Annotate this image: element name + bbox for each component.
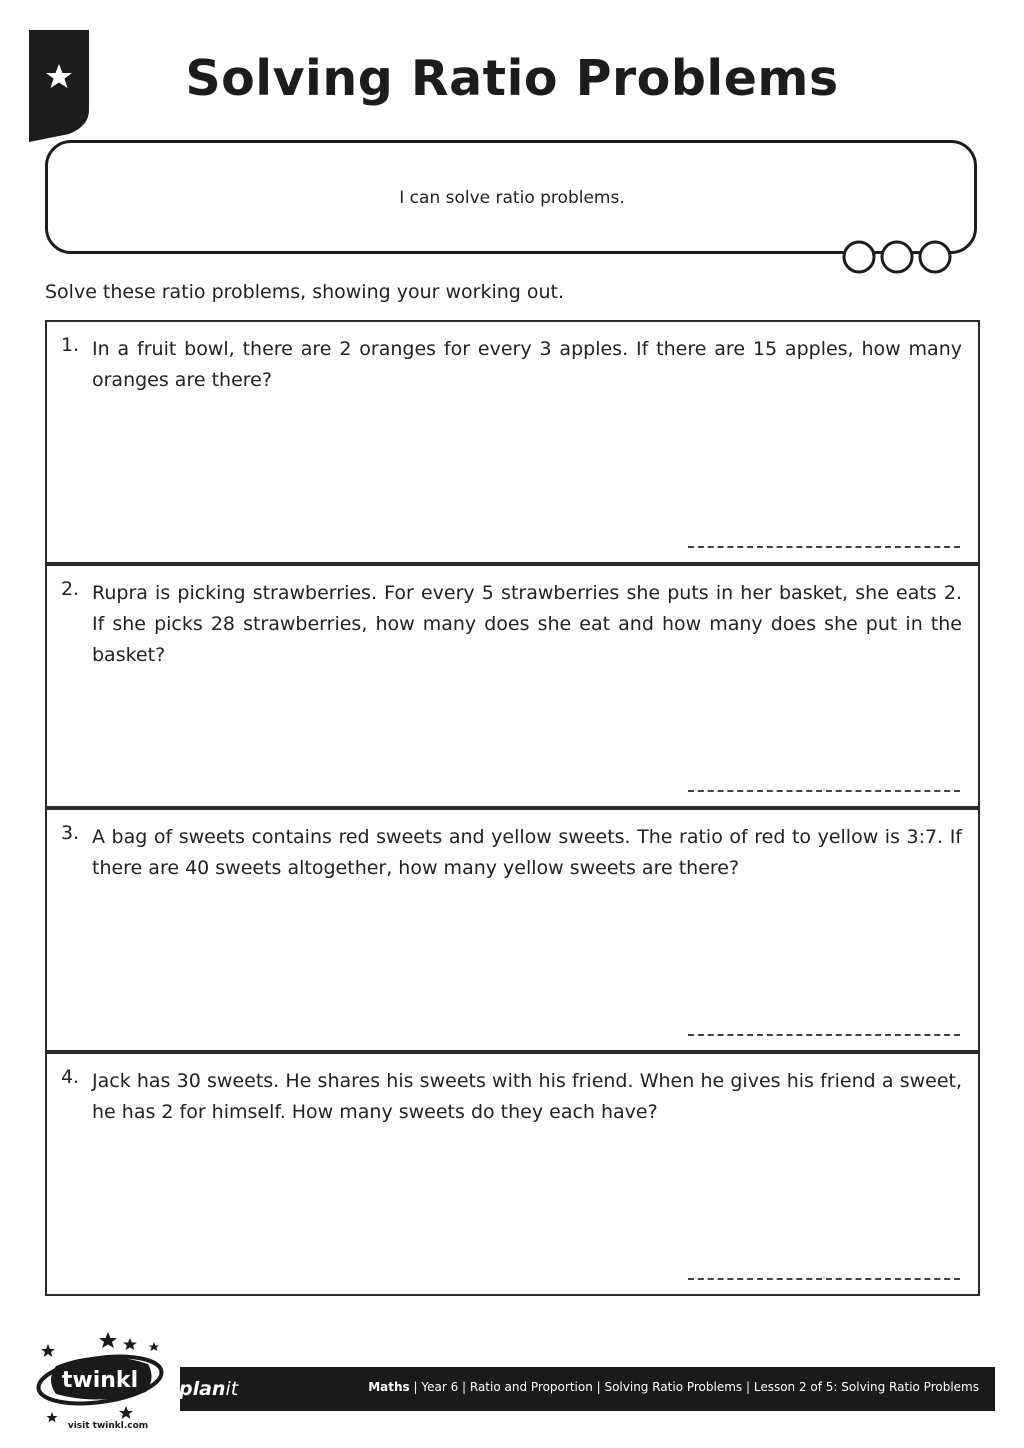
answer-line[interactable] <box>688 790 960 792</box>
question-box-3 <box>45 808 980 1052</box>
answer-line[interactable] <box>688 1278 960 1280</box>
page-title: Solving Ratio Problems <box>185 50 839 107</box>
question-number: 4. <box>61 1066 80 1088</box>
twinkl-url: visit twinkl.com <box>67 1421 149 1431</box>
answer-line[interactable] <box>688 546 960 548</box>
footer-bar <box>180 1367 995 1411</box>
footer-subject: Maths <box>368 1380 410 1394</box>
question-box-1 <box>45 320 980 564</box>
question-text: In a fruit bowl, there are 2 oranges for every 3 apples. If there are 15 apples, how many oranges are there? <box>92 338 962 391</box>
answer-line[interactable] <box>688 1034 960 1036</box>
footer-breadcrumb <box>368 1380 979 1394</box>
instructions: Solve these ratio problems, showing your working out. <box>45 281 565 303</box>
question-number: 1. <box>61 334 80 356</box>
question-text: Jack has 30 sweets. He shares his sweets with his friend. When he gives his friend a sweet, he has 2 for himself. How many sweets do they each have? <box>92 1070 962 1123</box>
planit-it: it <box>225 1378 239 1400</box>
twinkl-logo-icon <box>30 1328 250 1434</box>
question-number: 2. <box>61 578 80 600</box>
twinkl-logo-text: twinkl <box>61 1368 139 1393</box>
planit-plan: plan <box>179 1378 226 1400</box>
question-box-4 <box>45 1052 980 1296</box>
objective-text: I can solve ratio problems. <box>399 188 625 208</box>
question-text: A bag of sweets contains red sweets and yellow sweets. The ratio of red to yellow is 3:7. If there are 40 sweets altogether, how many yellow sweets are there? <box>92 826 962 879</box>
question-number: 3. <box>61 822 80 844</box>
footer-path: | Year 6 | Ratio and Proportion | Solving Ratio Problems | Lesson 2 of 5: Solving Ratio Problems <box>409 1380 979 1394</box>
question-text: Rupra is picking strawberries. For every 5 strawberries she puts in her basket, she eats 2. If she picks 28 strawberries, how many does she eat and how many does she put in the basket? <box>92 582 962 666</box>
progress-circles-icon <box>840 238 955 276</box>
question-box-2 <box>45 564 980 808</box>
